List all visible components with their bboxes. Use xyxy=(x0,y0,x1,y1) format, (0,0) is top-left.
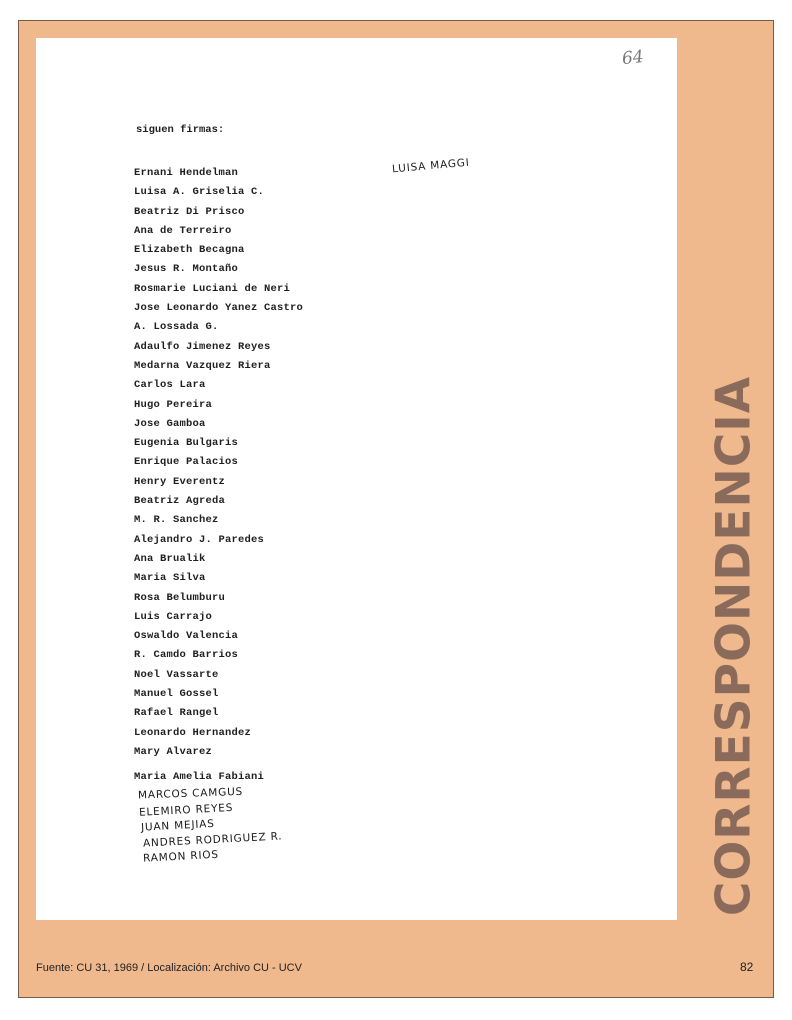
typed-name: Manuel Gossel xyxy=(134,688,219,701)
typed-name: Noel Vassarte xyxy=(134,668,219,681)
handwritten-signature: LUISA MAGGI xyxy=(391,156,471,176)
typed-name: Leonardo Hernandez xyxy=(134,726,252,739)
typed-name: Adaulfo Jimenez Reyes xyxy=(134,340,271,353)
handwritten-name: ANDRES RODRIGUEZ R. xyxy=(142,829,283,850)
typed-name: Eugenia Bulgaris xyxy=(134,437,239,450)
handwritten-name: ELEMIRO REYES xyxy=(138,801,234,819)
typed-name: Beatriz Agreda xyxy=(134,495,226,508)
typed-name: Rafael Rangel xyxy=(134,707,219,720)
page-number: 82 xyxy=(740,960,754,974)
typed-name: Rosa Belumburu xyxy=(134,591,226,604)
typed-name: Jesus R. Montaño xyxy=(134,263,239,276)
typed-name: Luis Carrajo xyxy=(134,610,213,623)
typed-name: Rosmarie Luciani de Neri xyxy=(134,282,291,295)
typed-name: A. Lossada G. xyxy=(134,321,219,334)
typed-name: Alejandro J. Paredes xyxy=(134,533,265,546)
typed-name: Jose Gamboa xyxy=(134,417,206,430)
typed-signature-list xyxy=(134,164,303,788)
footer-source: Fuente: CU 31, 1969 / Localización: Archivo CU - UCV xyxy=(36,962,302,974)
typed-name: Luisa A. Griselia C. xyxy=(134,186,265,199)
typed-name: Mary Alvarez xyxy=(134,745,213,758)
handwritten-name: MARCOS CAMGUS xyxy=(137,785,244,802)
typed-name: Maria Amelia Fabiani xyxy=(134,771,265,784)
typed-name: M. R. Sanchez xyxy=(134,514,219,527)
typed-name: Enrique Palacios xyxy=(134,456,239,469)
typed-name: Carlos Lara xyxy=(134,379,206,392)
typed-name: Beatriz Di Prisco xyxy=(134,205,245,218)
typed-name: Hugo Pereira xyxy=(134,398,213,411)
typed-name: Jose Leonardo Yanez Castro xyxy=(134,302,304,315)
scanned-document xyxy=(36,38,677,920)
typed-name: Ana Brualik xyxy=(134,552,206,565)
intro-text: siguen firmas: xyxy=(136,124,225,136)
handwritten-page-mark: 64 xyxy=(621,46,645,70)
typed-name: Henry Everentz xyxy=(134,475,226,488)
typed-name: Ana de Terreiro xyxy=(134,224,232,237)
typed-name: Medarna Vazquez Riera xyxy=(134,359,271,372)
section-title: CORRESPONDENCIA xyxy=(706,375,762,917)
typed-name: Ernani Hendelman xyxy=(134,167,239,179)
handwritten-name: JUAN MEJIAS xyxy=(140,817,215,834)
typed-name: Maria Silva xyxy=(134,572,206,585)
typed-name: Elizabeth Becagna xyxy=(134,244,245,257)
handwritten-name: RAMON RIOS xyxy=(142,848,220,865)
typed-name: R. Camdo Barrios xyxy=(134,649,239,662)
handwritten-name-list xyxy=(138,786,283,864)
typed-name: Oswaldo Valencia xyxy=(134,630,239,643)
